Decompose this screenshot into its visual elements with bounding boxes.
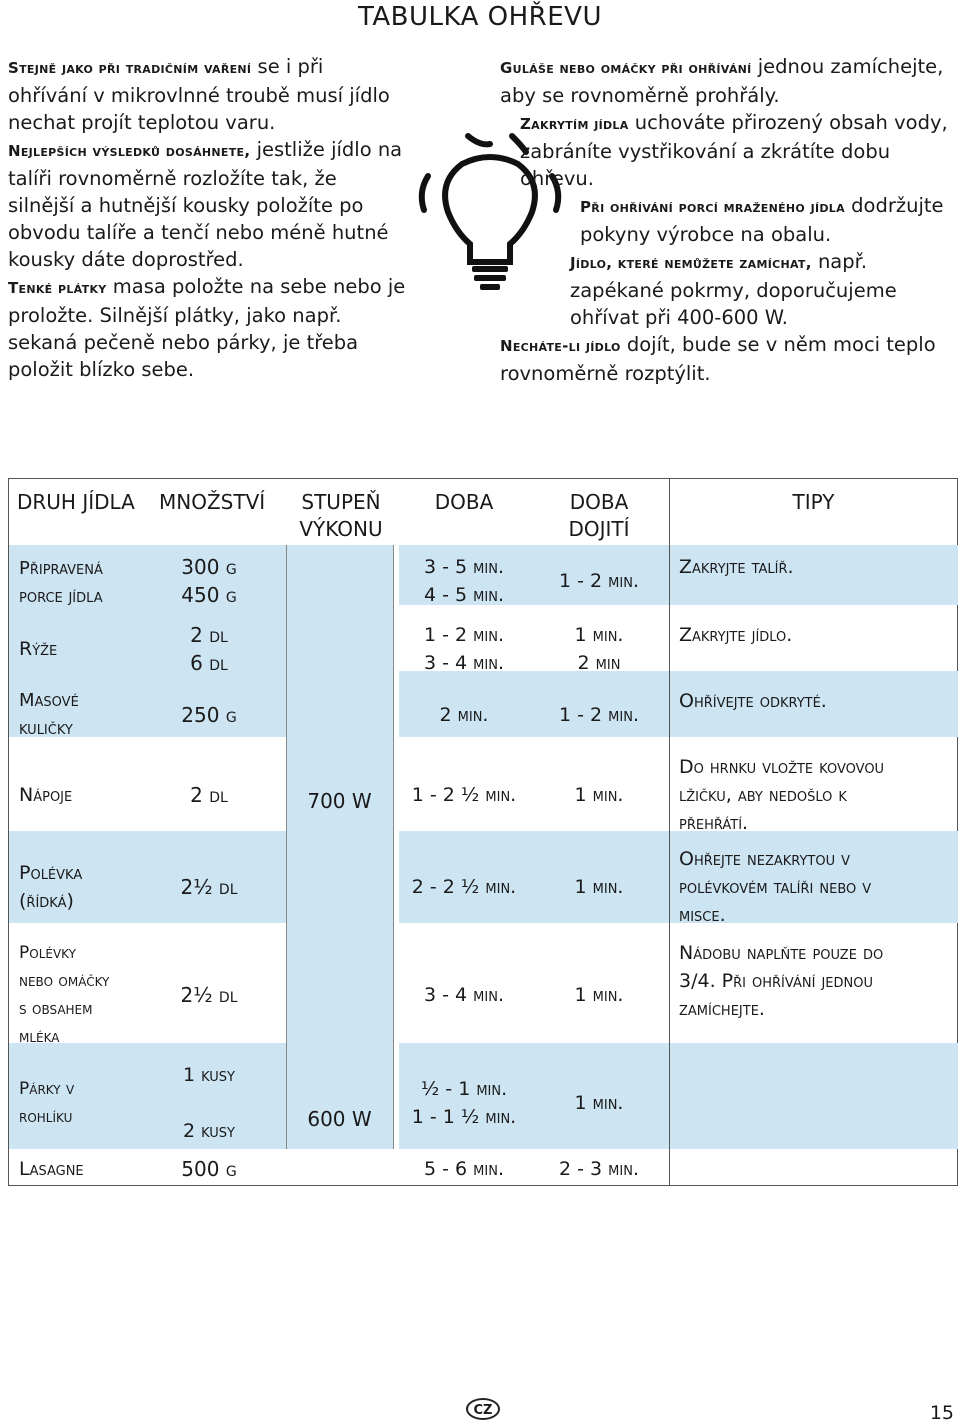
- row-time: 3 - 5 min. 4 - 5 min.: [424, 556, 504, 606]
- power-column-bg: [286, 545, 393, 1149]
- intro-right-column: [500, 53, 960, 387]
- header-rest-time: DOBA DOJITÍ: [568, 490, 630, 541]
- header-tips: TIPY: [792, 490, 835, 514]
- row-quantity: 300 g 450 g: [181, 555, 237, 607]
- paragraph: Stejně jako při tradičním vaření se i při ohřívání v mikrovlnné troubě musí jídlo nechat projít teplotou varu.: [8, 55, 390, 134]
- row-rest: 1 min.: [574, 784, 624, 806]
- row-quantity: 1 kusy 2 kusy: [182, 1064, 235, 1142]
- header-time: DOBA: [434, 490, 494, 514]
- row-food: Polévky nebo omáčky s obsahem mléka: [19, 943, 110, 1047]
- row-time: 3 - 4 min.: [424, 984, 504, 1006]
- row-tip: Zakryjte jídlo.: [679, 624, 793, 646]
- row-time: 1 - 2 min. 3 - 4 min.: [424, 624, 504, 674]
- heating-table: [8, 478, 958, 1186]
- row-tip: Do hrnku vložte kovovou lžičku, aby nedošlo k přehřátí.: [679, 756, 885, 834]
- header-quantity: MNOŽSTVÍ: [159, 490, 266, 514]
- paragraph: Při ohřívání porcí mraženého jídla dodržujte pokyny výrobce na obalu.: [580, 194, 944, 246]
- row-rest: 1 min.: [574, 984, 624, 1006]
- page-title: TABULKA OHŘEVU: [358, 2, 602, 32]
- row-quantity: 500 g: [181, 1157, 237, 1181]
- page-number: 15: [929, 1402, 954, 1424]
- row-time: 2 min.: [439, 704, 489, 726]
- row-quantity: 2 dl: [190, 783, 228, 807]
- row-food: Párky v rohlíku: [19, 1079, 75, 1127]
- column-divider: [286, 545, 287, 1149]
- row-time: 2 - 2 ½ min.: [411, 876, 517, 898]
- row-food: Rýže: [19, 638, 58, 660]
- row-rest: 1 min.: [574, 876, 624, 898]
- row-quantity: 2 dl 6 dl: [190, 623, 228, 675]
- row-time: 1 - 2 ½ min.: [411, 784, 517, 806]
- row-time: 5 - 6 min.: [424, 1158, 504, 1180]
- paragraph: Tenké plátky masa položte na sebe nebo je proložte. Silnější plátky, jako např. sekaná pečeně nebo párky, je třeba položit blízko sebe.: [8, 275, 406, 381]
- paragraph: Guláše nebo omáčky při ohřívání jednou zamíchejte, aby se rovnoměrně prohřály.: [500, 55, 944, 107]
- paragraph: Nejlepších výsledků dosáhnete, jestliže jídlo na talíři rovnoměrně rozložíte tak, že silnější a hutnější kousky položíte po obvodu talíře a tenčí nebo méně hutné kousky dáte doprostřed.: [8, 138, 403, 271]
- column-divider: [669, 479, 670, 1185]
- row-bg: [669, 1043, 958, 1149]
- row-time: ½ - 1 min. 1 - 1 ½ min.: [411, 1078, 517, 1128]
- row-food: Masové kuličky: [19, 690, 79, 739]
- row-quantity: 2½ dl: [180, 983, 238, 1007]
- row-rest: 1 - 2 min.: [559, 570, 639, 592]
- row-food: Polévka (řídká): [19, 862, 83, 912]
- power-700: 700 W: [307, 789, 372, 813]
- row-quantity: 250 g: [181, 703, 237, 727]
- column-divider: [393, 545, 394, 1149]
- intro-left-column: [8, 53, 408, 383]
- paragraph: Necháte-li jídlo dojít, bude se v něm moci teplo rovnoměrně rozptýlit.: [500, 333, 936, 385]
- row-tip: Zakryjte talíř.: [679, 556, 794, 578]
- row-rest: 1 - 2 min.: [559, 704, 639, 726]
- header-food: DRUH JÍDLA: [17, 490, 135, 514]
- row-food: Připravená porce jídla: [19, 558, 103, 607]
- row-quantity: 2½ dl: [180, 875, 238, 899]
- paragraph: Jídlo, které nemůžete zamíchat, např. zapékané pokrmy, doporučujeme ohřívat při 400-600 W.: [570, 250, 897, 329]
- row-food: Lasagne: [19, 1158, 84, 1180]
- row-rest: 1 min.: [574, 1092, 624, 1114]
- row-rest: 2 - 3 min.: [559, 1158, 639, 1180]
- row-rest: 1 min. 2 min: [574, 624, 624, 674]
- paragraph: Zakrytím jídla uchováte přirozený obsah vody, zabráníte vystřikování a zkrátíte dobu ohřevu.: [520, 111, 948, 190]
- power-600: 600 W: [307, 1107, 372, 1131]
- row-food: Nápoje: [19, 784, 73, 806]
- row-tip: Ohřívejte odkryté.: [679, 690, 827, 712]
- country-badge: CZ: [466, 1398, 500, 1420]
- row-tip: Nádobu naplňte pouze do 3/4. Při ohřívání jednou zamíchejte.: [679, 942, 884, 1020]
- row-tip: Ohřejte nezakrytou v polévkovém talíři nebo v misce.: [679, 848, 872, 926]
- header-power: STUPEŇ VÝKONU: [299, 490, 383, 541]
